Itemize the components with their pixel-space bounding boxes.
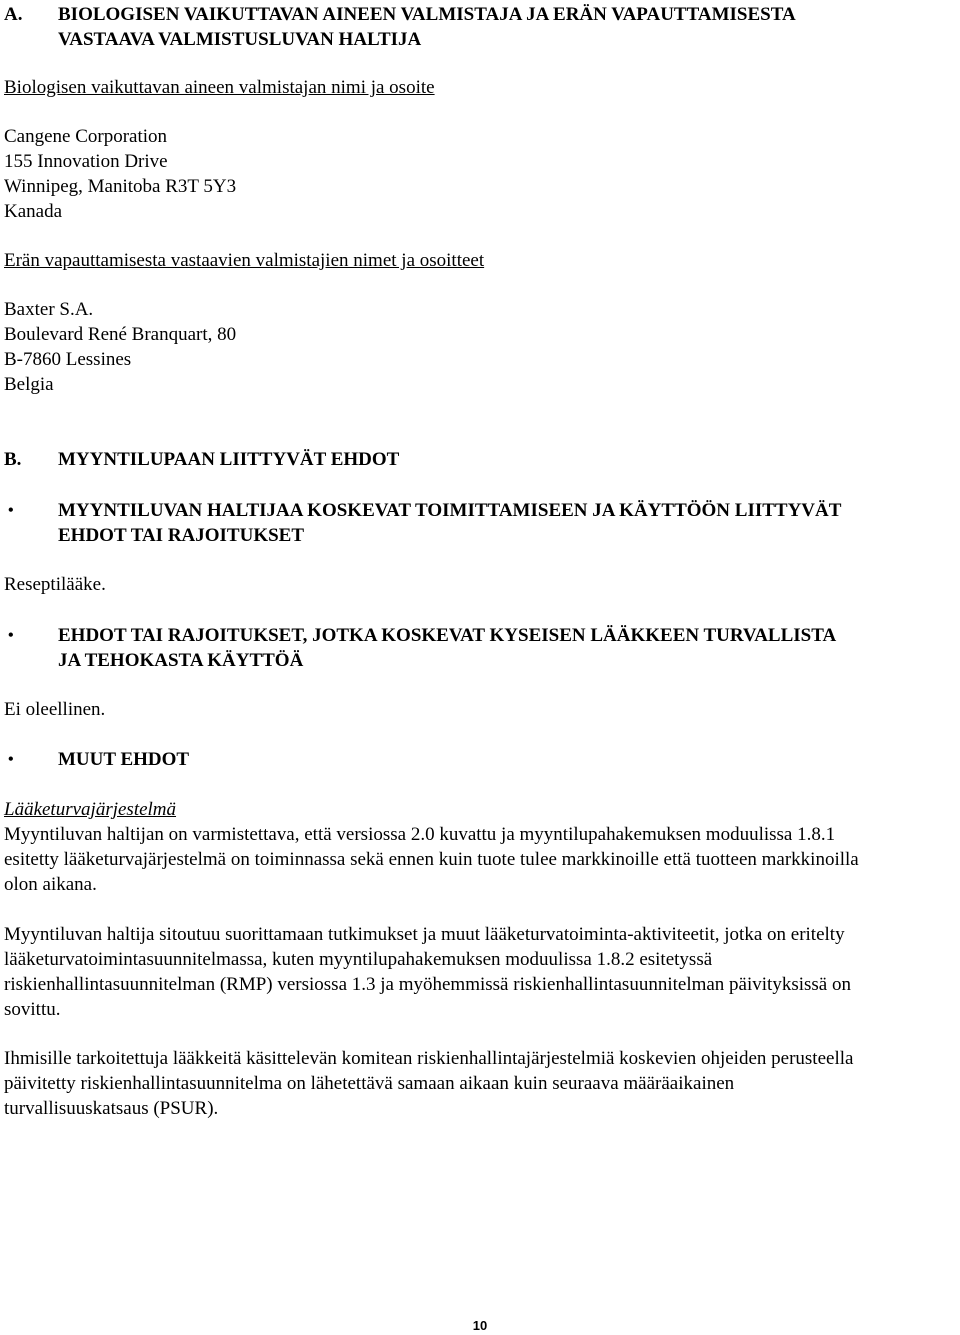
address-line: Baxter S.A. — [4, 299, 94, 320]
section-a-title-line2: VASTAAVA VALMISTUSLUVAN HALTIJA — [58, 29, 422, 50]
bullet-item-3 — [4, 747, 956, 772]
paragraph-line: sovittu. — [4, 999, 61, 1020]
bullet-item-1 — [4, 498, 956, 548]
paragraph-line: päivitetty riskienhallintasuunnitelma on lähetettävä samaan aikaan kuin seuraava määräaikainen — [4, 1073, 735, 1094]
paragraph-line: lääketurvatoimintasuunnitelmassa, kuten myyntilupahakemuksen moduulissa 1.8.2 esitetyssä — [4, 949, 713, 970]
paragraph-line: Ihmisille tarkoitettuja lääkkeitä käsittelevän komitean riskienhallintajärjestelmiä koskevien ohjeiden perusteella — [4, 1048, 854, 1069]
bullet-1-line2: EHDOT TAI RAJOITUKSET — [58, 525, 305, 546]
bullet-3-title: MUUT EHDOT — [58, 749, 190, 770]
section-b-heading — [4, 447, 956, 472]
address-line: Belgia — [4, 374, 54, 395]
bullet-icon: • — [8, 502, 14, 519]
paragraph-line: Myyntiluvan haltijan on varmistettava, että versiossa 2.0 kuvattu ja myyntilupahakemuksen moduulissa 1.8.1 — [4, 824, 836, 845]
bullet-icon: • — [8, 627, 14, 644]
section-b-number: B. — [4, 449, 22, 470]
batch-release-heading: Erän vapauttamisesta vastaavien valmistajien nimet ja osoitteet — [4, 250, 485, 271]
paragraph-line: Myyntiluvan haltija sitoutuu suorittamaan tutkimukset ja muut lääketurvatoiminta-aktiviteetit, jotka on eritelty — [4, 924, 845, 945]
address-line: 155 Innovation Drive — [4, 151, 168, 172]
paragraph-3 — [4, 1046, 956, 1121]
paragraph-line: esitetty lääketurvajärjestelmä on toiminnassa sekä ennen kuin tuote tulee markkinoille että tuotteen markkinoilla — [4, 849, 859, 870]
manufacturer-address — [4, 124, 956, 224]
batch-release-address — [4, 297, 956, 397]
batch-release-heading-block — [4, 248, 956, 273]
manufacturer-heading-block — [4, 75, 956, 100]
bullet-2-body: Ei oleellinen. — [4, 699, 106, 720]
bullet-icon: • — [8, 751, 14, 768]
bullet-2-body-block — [4, 697, 956, 722]
bullet-2-line1: EHDOT TAI RAJOITUKSET, JOTKA KOSKEVAT KYSEISEN LÄÄKKEEN TURVALLISTA — [58, 625, 837, 646]
bullet-item-2 — [4, 623, 956, 673]
paragraph-line: riskienhallintasuunnitelman (RMP) versiossa 1.3 ja myöhemmissä riskienhallintasuunnitelman päivityksissä on — [4, 974, 851, 995]
bullet-2-line2: JA TEHOKASTA KÄYTTÖÄ — [58, 650, 304, 671]
section-a-title-line1: BIOLOGISEN VAIKUTTAVAN AINEEN VALMISTAJA JA ERÄN VAPAUTTAMISESTA — [58, 4, 796, 25]
paragraph-2 — [4, 922, 956, 1022]
address-line: Kanada — [4, 201, 63, 222]
paragraph-line: turvallisuuskatsaus (PSUR). — [4, 1098, 219, 1119]
pharmacovigilance-subheading-block — [4, 797, 956, 822]
section-b-title: MYYNTILUPAAN LIITTYVÄT EHDOT — [58, 449, 400, 470]
address-line: B-7860 Lessines — [4, 349, 132, 370]
bullet-1-line1: MYYNTILUVAN HALTIJAA KOSKEVAT TOIMITTAMISEEN JA KÄYTTÖÖN LIITTYVÄT — [58, 500, 842, 521]
address-line: Cangene Corporation — [4, 126, 168, 147]
bullet-1-body: Reseptilääke. — [4, 574, 106, 595]
paragraph-1 — [4, 822, 956, 897]
paragraph-line: olon aikana. — [4, 874, 97, 895]
bullet-1-body-block — [4, 572, 956, 597]
section-a-heading — [4, 2, 956, 52]
page-number: 10 — [472, 1318, 488, 1333]
pharmacovigilance-subheading: Lääketurvajärjestelmä — [4, 799, 177, 820]
address-line: Boulevard René Branquart, 80 — [4, 324, 237, 345]
manufacturer-heading: Biologisen vaikuttavan aineen valmistajan nimi ja osoite — [4, 77, 435, 98]
section-a-number: A. — [4, 4, 23, 25]
address-line: Winnipeg, Manitoba R3T 5Y3 — [4, 176, 237, 197]
